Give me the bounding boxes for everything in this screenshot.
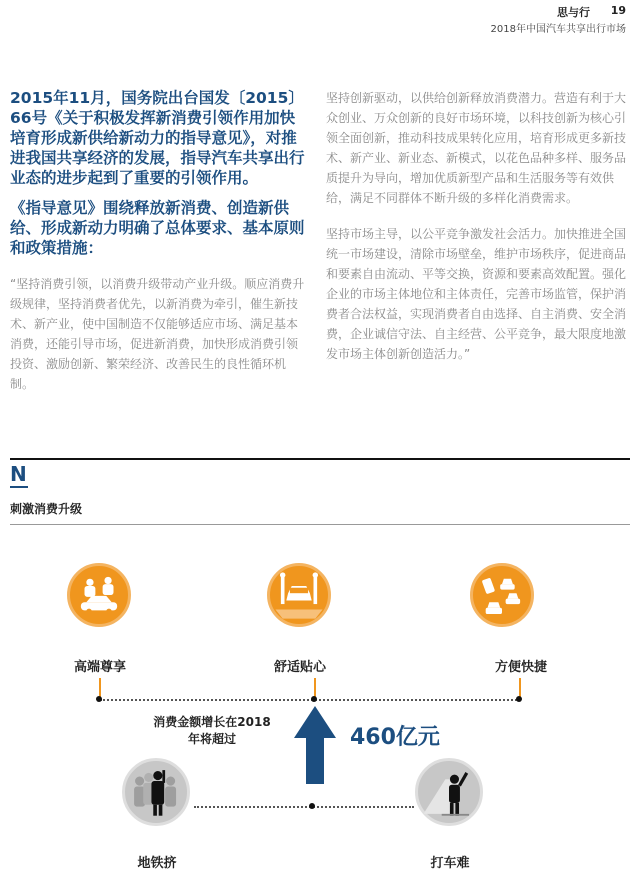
headline-guidance: 《指导意见》围绕释放新消费、创造新供给、形成新动力明确了总体要求、基本原则和政策措施： xyxy=(10,199,305,257)
label-comfort: 舒适贴心 xyxy=(273,660,326,675)
page-number: 19 xyxy=(610,4,626,17)
section-letter-underline xyxy=(10,486,28,488)
label-luxury: 高端尊享 xyxy=(73,660,126,675)
label-convenient: 方便快捷 xyxy=(494,660,547,675)
luxury-car-icon xyxy=(67,563,131,627)
convenient-cars-icon xyxy=(470,563,534,627)
hailing-taxi-icon xyxy=(415,758,483,826)
comfort-car-icon xyxy=(267,563,331,627)
paragraph-market: 坚持市场主导，以公平竞争激发社会活力。加快推进全国统一市场建设，清除市场壁垒，维护市场秩序，促进商品和要素自由流动、平等交换，资源和要素高效配置。强化企业的市场主体地位和主体责任，完善市场监管，保护消费者合法权益，实现消费者自由选择、自主消费、安全消费，企业诚信守法、自主经营、公平竞争，最大限度地激发市场主体创新创造活力。” xyxy=(326,227,627,361)
headline-intro: 2015年11月，国务院出台国发〔2015〕66号《关于积极发挥新消费引领作用加快培育形成新供给新动力的指导意见》，对推进我国共享经济的发展，指导汽车共享出行业态的进步起到了重要的引领作用。 xyxy=(10,89,305,187)
header-brand: 思与行 xyxy=(557,6,590,19)
label-subway: 地铁挤 xyxy=(137,856,177,871)
lower-dot-center xyxy=(309,803,315,809)
upper-dot-left xyxy=(96,696,102,702)
label-taxi: 打车难 xyxy=(430,856,470,871)
upper-dot-center xyxy=(311,696,317,702)
upper-dot-right xyxy=(516,696,522,702)
policy-quote: “坚持消费引领，以消费升级带动产业升级。顺应消费升级规律，坚持消费者优先，以新消费为牵引，催生新技术、新产业，使中国制造不仅能够适应市场、满足基本消费，还能引导市场，促进新消费，加快形成消费引领投资、激励创新、繁荣经济、改善民生的良性循环机制。 xyxy=(10,277,305,391)
header-subtitle: 2018年中国汽车共享出行市场 xyxy=(490,24,626,35)
crowded-subway-icon xyxy=(122,758,190,826)
page-header xyxy=(0,0,626,34)
growth-value: 460亿元 xyxy=(350,725,440,750)
growth-caption: 消费金额增长在2018年将超过 xyxy=(153,715,271,746)
section-divider xyxy=(10,458,630,460)
lower-dotted-line xyxy=(194,806,414,808)
upward-arrow-icon xyxy=(292,704,338,786)
upper-dotted-line xyxy=(100,699,520,701)
right-column xyxy=(326,88,628,364)
left-column xyxy=(10,88,306,394)
section-title-rule xyxy=(10,524,630,525)
section-title: 刺激消费升级 xyxy=(10,502,83,516)
section-letter: N xyxy=(10,462,27,486)
paragraph-innovation: 坚持创新驱动，以供给创新释放消费潜力。营造有利于大众创业、万众创新的良好市场环境，以科技创新为核心引领全面创新，推动科技成果转化应用，培育形成更多新技术、新产业、新业态、新模式，以花色品种多样、服务品质提升为导向，增加优质新型产品和生活服务等有效供给，满足不同群体不断升级的多样化消费需求。 xyxy=(326,91,627,205)
